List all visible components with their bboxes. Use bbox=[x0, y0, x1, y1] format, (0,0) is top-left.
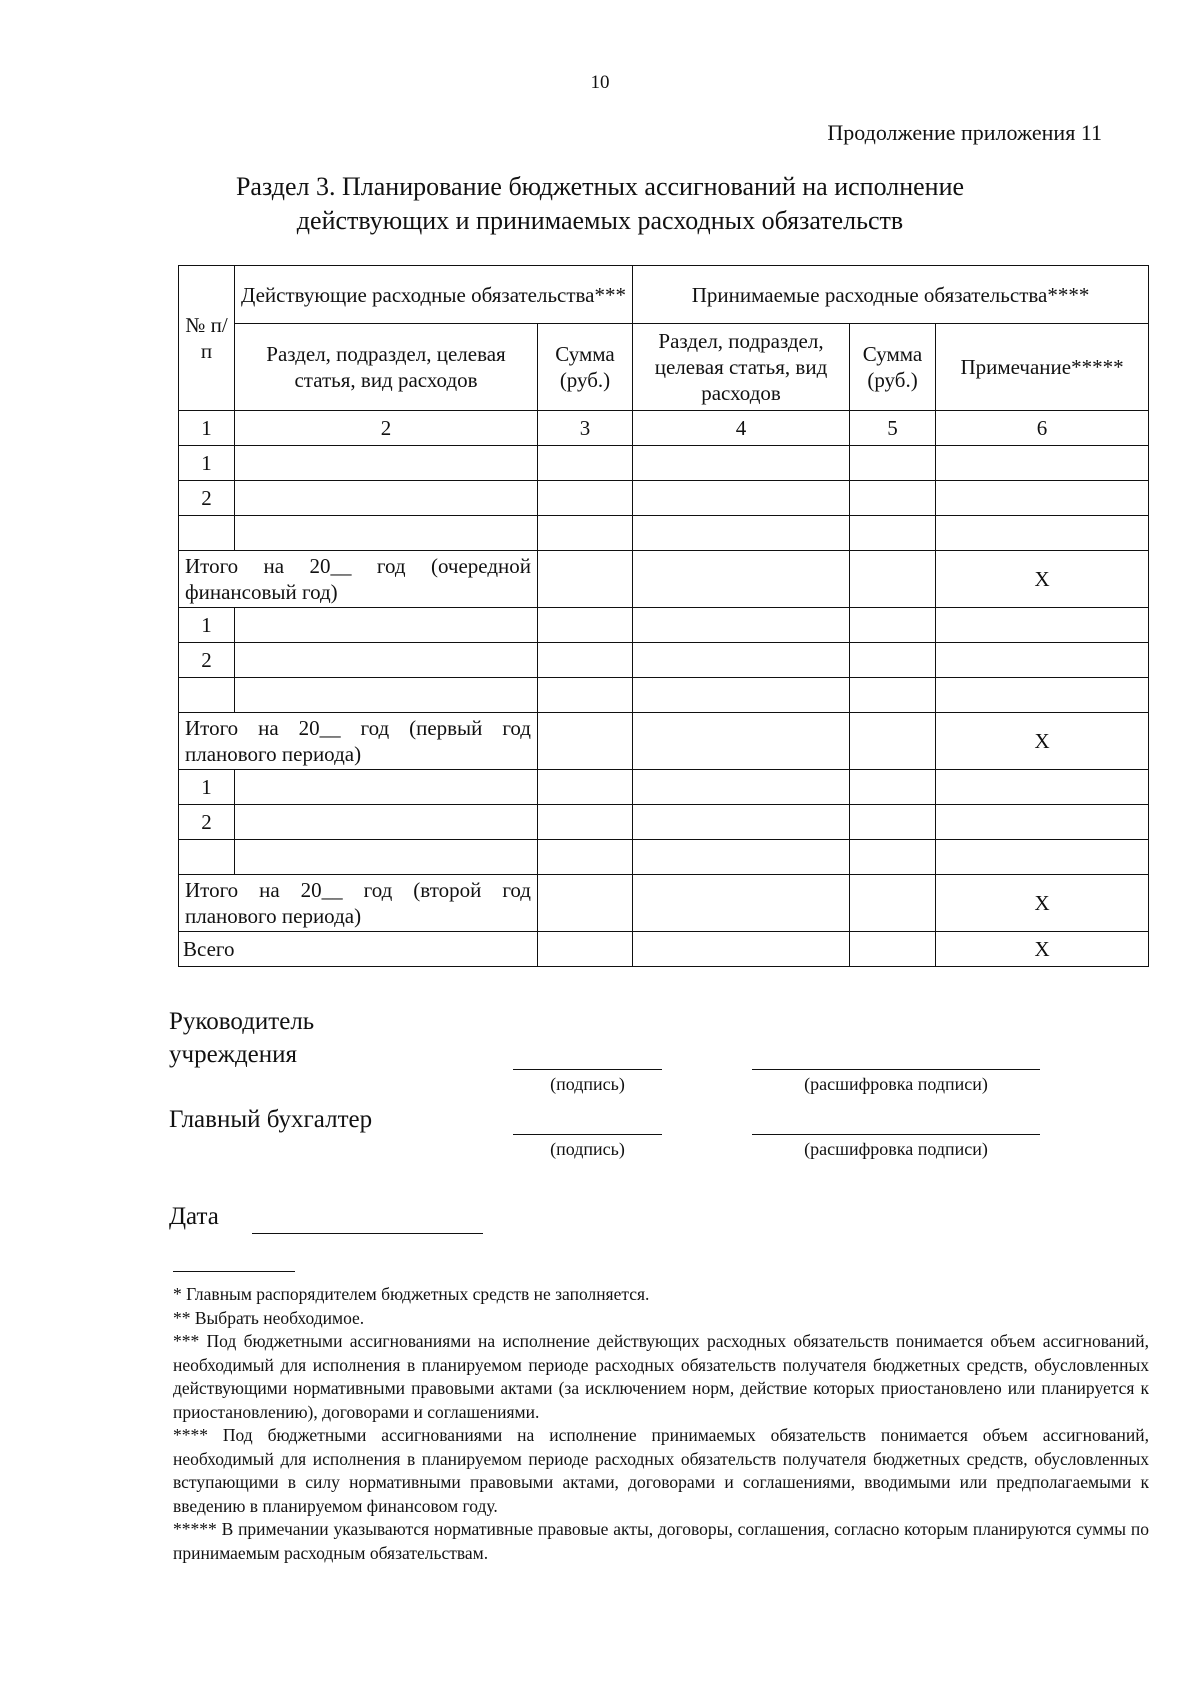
total-label: Итого на 20__ год (первый год планового периода) bbox=[179, 713, 538, 770]
appendix-reference: Продолжение приложения 11 bbox=[827, 120, 1102, 145]
table-cell bbox=[235, 481, 538, 516]
head-label-line-1: Руководитель bbox=[169, 1008, 315, 1035]
table-cell bbox=[850, 678, 936, 713]
head-signature-line bbox=[513, 1069, 662, 1070]
table-cell bbox=[850, 840, 936, 875]
table-row bbox=[179, 481, 1149, 516]
footnote-2: ** Выбрать необходимое. bbox=[173, 1307, 365, 1328]
column-number: 4 bbox=[633, 411, 850, 446]
table-cell bbox=[235, 678, 538, 713]
table-cell bbox=[179, 840, 235, 875]
table-cell bbox=[850, 446, 936, 481]
table-cell bbox=[235, 840, 538, 875]
table-cell bbox=[633, 516, 850, 551]
table-cell bbox=[633, 713, 850, 770]
table-row bbox=[179, 805, 1149, 840]
table-row bbox=[179, 840, 1149, 875]
column-numbers-row bbox=[179, 411, 1149, 446]
table-cell bbox=[235, 770, 538, 805]
table-cell bbox=[850, 516, 936, 551]
table-cell bbox=[633, 932, 850, 967]
head-of-institution-label bbox=[169, 1005, 314, 1071]
table-cell bbox=[850, 875, 936, 932]
x-mark: Х bbox=[936, 932, 1149, 967]
date-label: Дата bbox=[169, 1203, 219, 1230]
signature-caption: (подпись) bbox=[550, 1139, 625, 1159]
footnote-separator bbox=[173, 1271, 295, 1272]
chief-accountant-label: Главный бухгалтер bbox=[169, 1106, 373, 1133]
grand-total-row bbox=[179, 932, 1149, 967]
section-title-line-1: Раздел 3. Планирование бюджетных ассигнований на исполнение bbox=[235, 172, 965, 201]
accountant-signature-line bbox=[513, 1134, 662, 1135]
table-cell bbox=[633, 446, 850, 481]
x-mark: Х bbox=[936, 713, 1149, 770]
total-row-first-plan-year bbox=[179, 713, 1149, 770]
row-number: 2 bbox=[179, 805, 235, 840]
table-cell bbox=[538, 551, 633, 608]
decryption-caption: (расшифровка подписи) bbox=[804, 1074, 988, 1094]
table-row bbox=[179, 678, 1149, 713]
table-cell bbox=[850, 481, 936, 516]
row-number: 2 bbox=[179, 481, 235, 516]
table-row bbox=[179, 516, 1149, 551]
footnote-4: **** Под бюджетными ассигнованиями на исполнение принимаемых обязательств понимается объем ассигнований, необходимый для исполнения в планируемом периоде расходных обязательств получателя бюджетных средств, обусловленных вступающими в силу нормативными правовыми актами, договорами и соглашениями, вводимыми или предполагаемыми к введению в планируемом финансовом году. bbox=[173, 1425, 1149, 1516]
table-cell bbox=[633, 840, 850, 875]
x-mark: Х bbox=[936, 875, 1149, 932]
grand-total-label: Всего bbox=[179, 932, 538, 967]
row-number: 2 bbox=[179, 643, 235, 678]
table-row bbox=[179, 643, 1149, 678]
header-row-number: № п/п bbox=[179, 266, 235, 411]
table-cell bbox=[538, 678, 633, 713]
table-cell bbox=[850, 643, 936, 678]
table-cell bbox=[850, 713, 936, 770]
table-cell bbox=[538, 875, 633, 932]
table-cell bbox=[179, 516, 235, 551]
table-cell bbox=[936, 840, 1149, 875]
table-cell bbox=[633, 875, 850, 932]
footnote-1: * Главным распорядителем бюджетных средств не заполняется. bbox=[173, 1284, 650, 1304]
footnote-3: *** Под бюджетными ассигнованиями на исполнение действующих расходных обязательств понимается объем ассигнований, необходимый для исполнения в планируемом периоде расходных обязательств получателя бюджетных средств, обусловленных действующими нормативными правовыми актами (за исключением норм, действие которых приостановлено или планируется к приостановлению), договорами и соглашениями. bbox=[173, 1331, 1149, 1422]
table-cell bbox=[633, 770, 850, 805]
head-decryption-line bbox=[752, 1069, 1040, 1070]
table-cell bbox=[850, 608, 936, 643]
table-cell bbox=[235, 805, 538, 840]
table-cell bbox=[936, 446, 1149, 481]
table-cell bbox=[538, 805, 633, 840]
accountant-decryption-line bbox=[752, 1134, 1040, 1135]
table-cell bbox=[633, 551, 850, 608]
footnotes bbox=[173, 1283, 1149, 1565]
table-cell bbox=[235, 446, 538, 481]
column-number: 6 bbox=[936, 411, 1149, 446]
table-row bbox=[179, 770, 1149, 805]
footnote-5: ***** В примечании указываются нормативные правовые акты, договоры, соглашения, согласно которым планируются суммы по принимаемым расходным обязательствам. bbox=[173, 1519, 1149, 1563]
table-cell bbox=[235, 516, 538, 551]
total-label: Итого на 20__ год (второй год планового периода) bbox=[179, 875, 538, 932]
table-cell bbox=[936, 516, 1149, 551]
table-cell bbox=[235, 643, 538, 678]
column-number: 3 bbox=[538, 411, 633, 446]
table-cell bbox=[850, 551, 936, 608]
signature-caption: (подпись) bbox=[550, 1074, 625, 1094]
table-cell bbox=[179, 678, 235, 713]
table-cell bbox=[936, 678, 1149, 713]
header-sum-new: Сумма (руб.) bbox=[850, 324, 936, 411]
table-cell bbox=[850, 932, 936, 967]
date-line bbox=[252, 1233, 483, 1234]
table-cell bbox=[633, 643, 850, 678]
column-number: 5 bbox=[850, 411, 936, 446]
header-current-obligations: Действующие расходные обязательства*** bbox=[235, 266, 633, 324]
table-cell bbox=[633, 608, 850, 643]
table-cell bbox=[538, 608, 633, 643]
header-classification-new: Раздел, подраздел, целевая статья, вид расходов bbox=[633, 324, 850, 411]
row-number: 1 bbox=[179, 446, 235, 481]
header-note: Примечание***** bbox=[936, 324, 1149, 411]
table-cell bbox=[538, 643, 633, 678]
row-number: 1 bbox=[179, 770, 235, 805]
table-cell bbox=[850, 770, 936, 805]
column-number: 2 bbox=[235, 411, 538, 446]
table-cell bbox=[936, 481, 1149, 516]
table-cell bbox=[936, 770, 1149, 805]
section-title-line-2: действующих и принимаемых расходных обязательств bbox=[296, 206, 904, 235]
x-mark: Х bbox=[936, 551, 1149, 608]
page-number: 10 bbox=[590, 72, 610, 93]
decryption-caption: (расшифровка подписи) bbox=[804, 1139, 988, 1159]
table-cell bbox=[538, 770, 633, 805]
table-cell bbox=[633, 805, 850, 840]
table-cell bbox=[235, 608, 538, 643]
header-new-obligations: Принимаемые расходные обязательства**** bbox=[633, 266, 1149, 324]
total-row-second-plan-year bbox=[179, 875, 1149, 932]
table-cell bbox=[538, 932, 633, 967]
table-cell bbox=[850, 805, 936, 840]
table-cell bbox=[538, 713, 633, 770]
header-sum-current: Сумма (руб.) bbox=[538, 324, 633, 411]
table-cell bbox=[633, 481, 850, 516]
row-number: 1 bbox=[179, 608, 235, 643]
budget-allocation-table bbox=[178, 265, 1149, 967]
section-title bbox=[100, 170, 1100, 238]
table-cell bbox=[538, 516, 633, 551]
table-cell bbox=[538, 446, 633, 481]
table-cell bbox=[633, 678, 850, 713]
header-row-groups bbox=[179, 266, 1149, 324]
column-number: 1 bbox=[179, 411, 235, 446]
table-row bbox=[179, 446, 1149, 481]
table-cell bbox=[538, 840, 633, 875]
total-row-next-year bbox=[179, 551, 1149, 608]
head-label-line-2: учреждения bbox=[169, 1041, 298, 1068]
table-cell bbox=[936, 643, 1149, 678]
table-cell bbox=[936, 805, 1149, 840]
header-classification-current: Раздел, подраздел, целевая статья, вид расходов bbox=[235, 324, 538, 411]
header-row-columns bbox=[179, 324, 1149, 411]
total-label: Итого на 20__ год (очередной финансовый год) bbox=[179, 551, 538, 608]
table-cell bbox=[936, 608, 1149, 643]
table-row bbox=[179, 608, 1149, 643]
table-cell bbox=[538, 481, 633, 516]
